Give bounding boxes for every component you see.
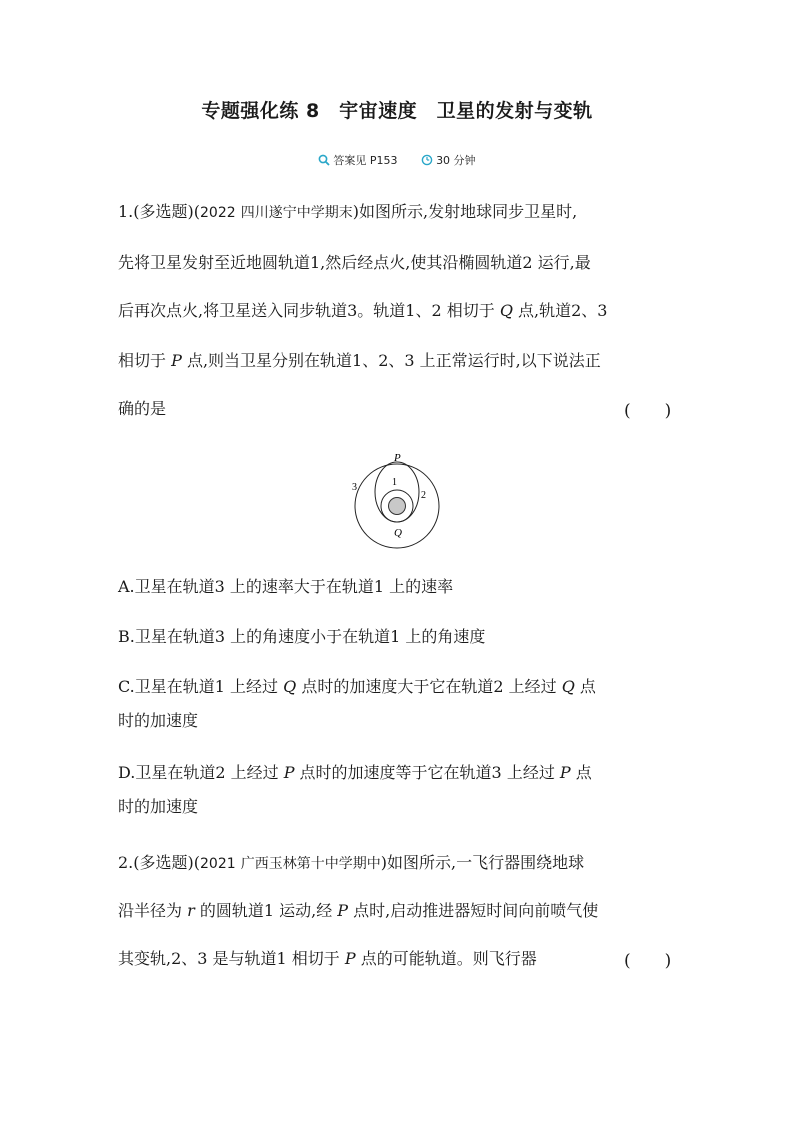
page-title: 专题强化练 8 宇宙速度 卫星的发射与变轨 <box>201 100 593 122</box>
label-p: P <box>394 452 401 464</box>
q1-line-5: 确的是 <box>118 399 167 418</box>
label-1: 1 <box>392 477 397 488</box>
clock-icon <box>421 154 433 166</box>
q2-line-2: 沿半径为 r 的圆轨道1 运动,经 P 点时,启动推进器短时间向前喷气使 <box>118 901 599 920</box>
q1-source-close: ) <box>352 202 359 221</box>
earth <box>389 498 406 515</box>
q2-source-year: 2021 <box>200 856 236 872</box>
answer-ref-text: 答案见 P153 <box>333 154 398 167</box>
q1-line-3: 后再次点火,将卫星送入同步轨道3。轨道1、2 相切于 Q 点,轨道2、3 <box>118 301 608 320</box>
option-d-line-2: 时的加速度 <box>118 797 199 816</box>
q1-number: 1. <box>118 202 134 221</box>
q1-line-4: 相切于 P 点,则当卫星分别在轨道1、2、3 上正常运行时,以下说法正 <box>118 351 601 370</box>
time-limit <box>421 152 476 168</box>
option-c-line-1: C.卫星在轨道1 上经过 Q 点时的加速度大于它在轨道2 上经过 Q 点 <box>118 677 596 696</box>
q1-line-2: 先将卫星发射至近地圆轨道1,然后经点火,使其沿椭圆轨道2 运行,最 <box>118 253 591 272</box>
time-limit-text: 30 分钟 <box>436 154 476 167</box>
q1-text-1: 如图所示,发射地球同步卫星时, <box>358 202 578 221</box>
q1-source-year: 2022 <box>200 205 236 221</box>
option-c-line-2: 时的加速度 <box>118 711 199 730</box>
q1-type-tag: (多选题)( <box>133 202 200 221</box>
q2-type-tag: (多选题)( <box>133 853 200 872</box>
q2-line-1 <box>118 852 584 875</box>
q2-source-close: ) <box>380 853 387 872</box>
point-p: P <box>171 351 182 370</box>
option-a: A.卫星在轨道3 上的速率大于在轨道1 上的速率 <box>118 577 454 596</box>
point-q: Q <box>499 301 513 320</box>
search-icon <box>318 154 330 166</box>
q1-source-name: 四川遂宁中学期末 <box>240 205 353 221</box>
q1-answer-blank: ( ) <box>624 401 672 421</box>
label-3: 3 <box>352 482 357 493</box>
orbit-diagram <box>346 448 446 552</box>
q2-source-name: 广西玉林第十中学期中 <box>240 856 381 872</box>
q2-number: 2. <box>118 853 134 872</box>
answer-ref <box>318 152 397 168</box>
label-q: Q <box>394 527 402 539</box>
q1-line-1 <box>118 201 577 224</box>
q2-line-3: 其变轨,2、3 是与轨道1 相切于 P 点的可能轨道。则飞行器 <box>118 949 537 968</box>
option-b: B.卫星在轨道3 上的角速度小于在轨道1 上的角速度 <box>118 627 486 646</box>
q2-text-1: 如图所示,一飞行器围绕地球 <box>386 853 585 872</box>
radius-r: r <box>187 901 195 920</box>
meta-info <box>0 152 794 169</box>
option-d-line-1: D.卫星在轨道2 上经过 P 点时的加速度等于它在轨道3 上经过 P 点 <box>118 763 592 782</box>
label-2: 2 <box>421 490 426 501</box>
q2-answer-blank: ( ) <box>624 951 672 971</box>
